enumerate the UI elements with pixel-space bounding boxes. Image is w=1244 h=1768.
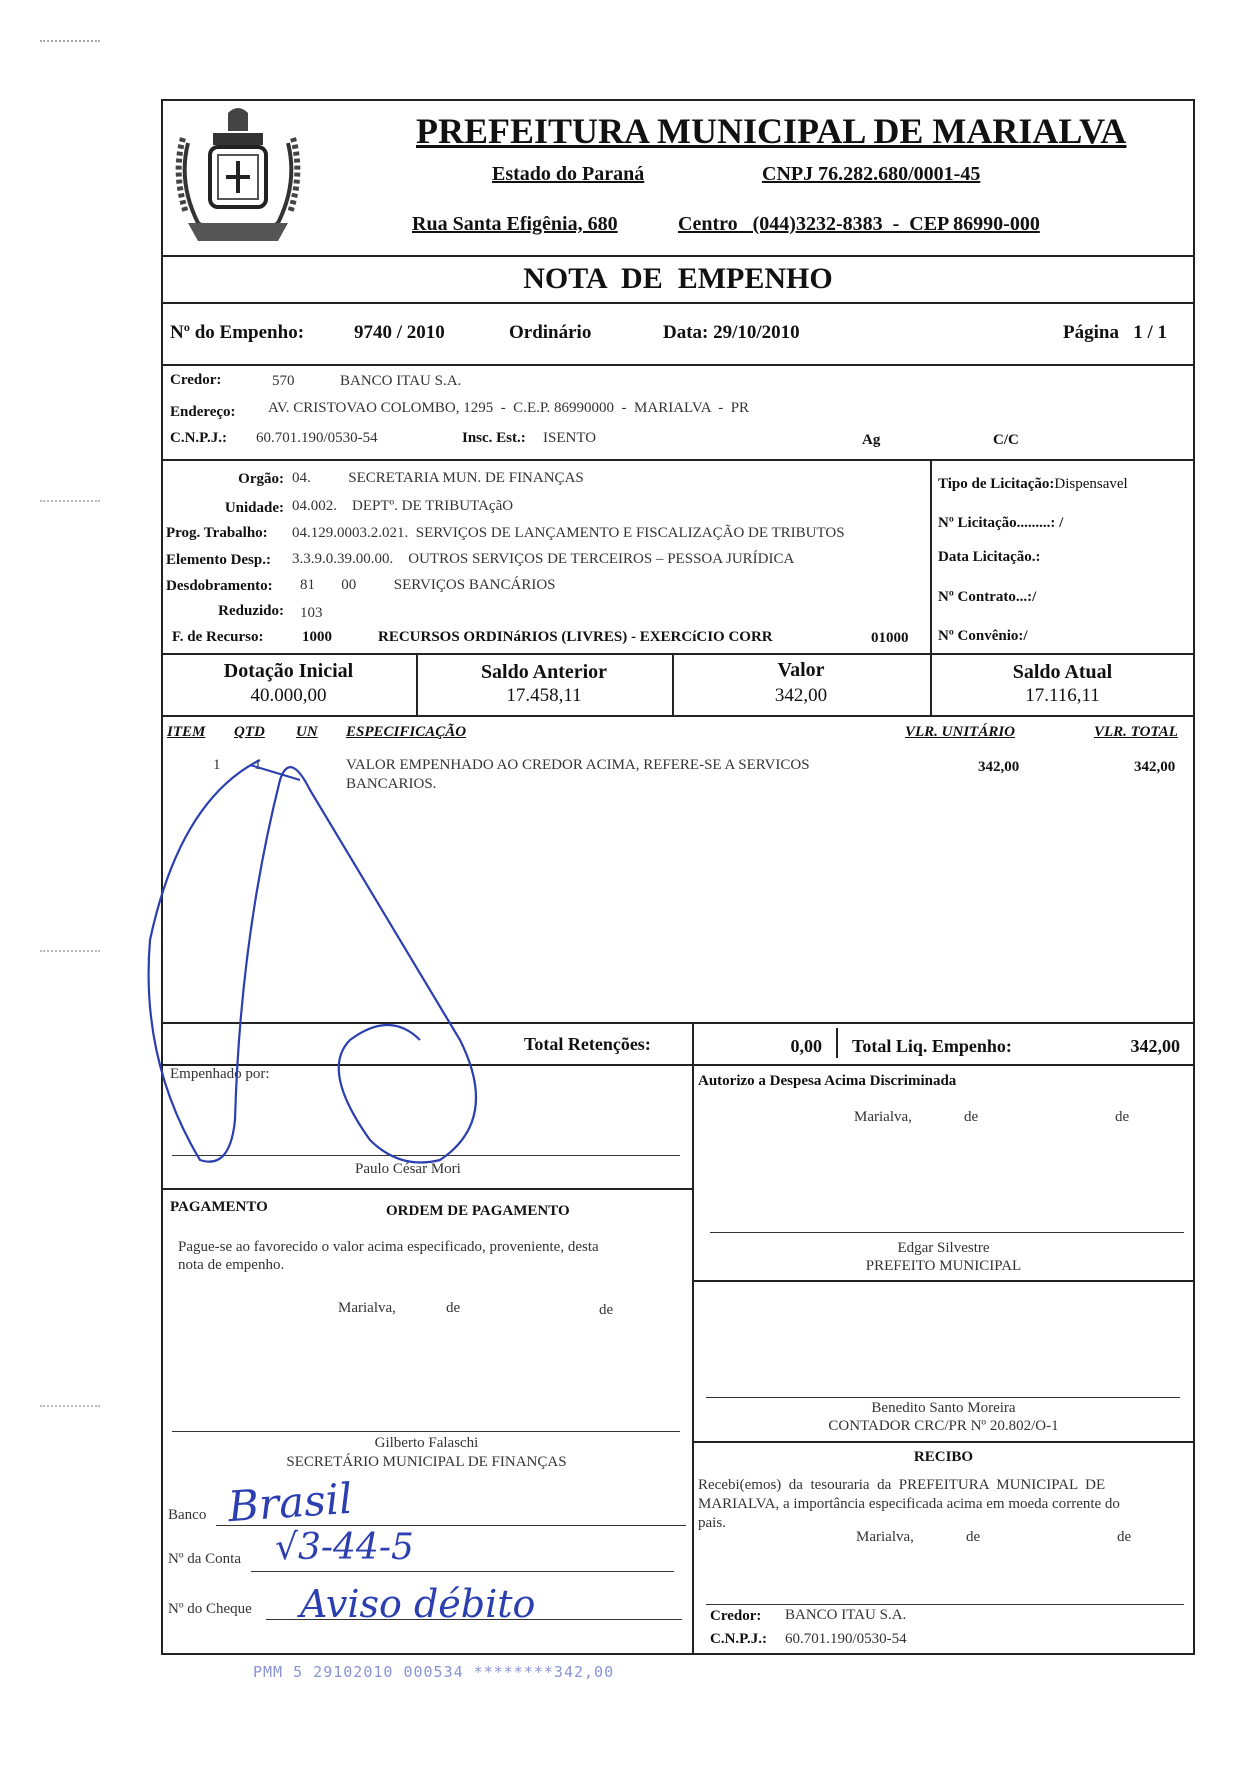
handwritten-cheque: Aviso débito (300, 1582, 536, 1626)
prefeito-name: Edgar Silvestre (897, 1240, 990, 1256)
ag-label: Ag (862, 432, 881, 448)
ordem-pagamento-label: ORDEM DE PAGAMENTO (386, 1203, 570, 1219)
empenhado-name: Paulo César Mori (355, 1161, 461, 1177)
scan-artifact (40, 950, 100, 958)
recurso-num: 01000 (871, 630, 909, 646)
col-qtd: QTD (234, 724, 265, 740)
address-rest: Centro (044)3232-8383 - CEP 86990-000 (678, 213, 1040, 235)
autorizo-city: Marialva, (854, 1109, 912, 1125)
credor-cnpj-label: C.N.P.J.: (170, 430, 227, 446)
pagamento-text-2: nota de empenho. (178, 1257, 285, 1273)
saldo-atual-value: 17.116,11 (1025, 685, 1100, 706)
saldo-atual-label: Saldo Atual (1012, 661, 1113, 683)
col-item: ITEM (167, 724, 206, 740)
doc-title: NOTA DE EMPENHO (523, 262, 833, 295)
recibo-credor: BANCO ITAU S.A. (785, 1607, 907, 1623)
recibo-de1: de (966, 1529, 981, 1545)
recibo-de2: de (1117, 1529, 1132, 1545)
scan-artifact (40, 500, 100, 508)
insc-label: Insc. Est.: (462, 430, 526, 446)
empenho-number-label: Nº do Empenho: (170, 322, 305, 343)
desdobramento-label: Desdobramento: (166, 578, 273, 594)
credor-code: 570 (272, 373, 295, 389)
prefeito-role: PREFEITO MUNICIPAL (865, 1258, 1022, 1274)
recibo-cnpj-label: C.N.P.J.: (710, 1631, 767, 1647)
reduzido-label: Reduzido: (218, 603, 284, 619)
recibo-cnpj: 60.701.190/0530-54 (785, 1631, 907, 1647)
prefeitura-title: PREFEITURA MUNICIPAL DE MARIALVA (416, 111, 1127, 151)
recibo-title: RECIBO (913, 1449, 974, 1465)
elemento-value: 3.3.9.0.39.00.00. OUTROS SERVIÇOS DE TERCEIROS – PESSOA JURÍDICA (292, 551, 795, 567)
valor-label: Valor (777, 659, 825, 681)
recurso-code: 1000 (302, 629, 332, 645)
bank-stamp: PMM 5 29102010 000534 ********342,00 (253, 1663, 615, 1681)
credor-name: BANCO ITAU S.A. (340, 373, 462, 389)
recibo-city: Marialva, (856, 1529, 914, 1545)
endereco-label: Endereço: (170, 404, 236, 420)
item-unit-value: 342,00 (978, 759, 1020, 775)
licitacao-data: Data Licitação.: (938, 549, 1041, 565)
liquido-label: Total Liq. Empenho: (852, 1036, 1012, 1056)
handwritten-banco: Brasil (226, 1473, 354, 1532)
contador-name: Benedito Santo Moreira (871, 1400, 1016, 1416)
pagamento-label: PAGAMENTO (170, 1199, 268, 1215)
liquido-value: 342,00 (1130, 1036, 1180, 1056)
col-vlr-total: VLR. TOTAL (1094, 724, 1178, 740)
desdobramento-value: 81 00 SERVIÇOS BANCÁRIOS (300, 577, 556, 593)
recibo-credor-label: Credor: (710, 1608, 762, 1624)
item-spec: VALOR EMPENHADO AO CREDOR ACIMA, REFERE-SE A SERVICOS (346, 757, 810, 773)
saldo-anterior-value: 17.458,11 (506, 685, 582, 706)
valor-value: 342,00 (774, 685, 828, 706)
convenio-numero: Nº Convênio:/ (938, 628, 1028, 644)
dotacao-inicial-value: 40.000,00 (250, 685, 327, 706)
state-name: Estado do Paraná (492, 163, 645, 185)
secretario-role: SECRETÁRIO MUNICIPAL DE FINANÇAS (286, 1454, 567, 1470)
conta-label: Nº da Conta (168, 1551, 241, 1567)
reduzido-value: 103 (300, 605, 323, 621)
orgao-label: Orgão: (238, 471, 284, 487)
item-number: 1 (213, 757, 221, 773)
secretario-name: Gilberto Falaschi (374, 1435, 479, 1451)
recibo-text-3: pais. (698, 1515, 726, 1531)
credor-cnpj: 60.701.190/0530-54 (256, 430, 378, 446)
col-especificacao: ESPECIFICAÇÃO (346, 724, 467, 740)
prog-value: 04.129.0003.2.021. SERVIÇOS DE LANÇAMENTO E FISCALIZAÇÃO DE TRIBUTOS (292, 525, 845, 541)
unidade-label: Unidade: (224, 500, 284, 516)
coat-of-arms-icon (168, 103, 308, 253)
col-vlr-unitario: VLR. UNITÁRIO (905, 724, 1016, 740)
unidade-value: 04.002. DEPTº. DE TRIBUTAçãO (292, 498, 514, 514)
saldo-anterior-label: Saldo Anterior (480, 661, 608, 683)
scan-artifact (40, 1405, 100, 1413)
autorizo-de2: de (1115, 1109, 1130, 1125)
empenho-number: 9740 / 2010 (354, 322, 445, 343)
scan-artifact (40, 40, 100, 48)
contador-role: CONTADOR CRC/PR Nº 20.802/O-1 (828, 1418, 1059, 1434)
item-spec-line2: BANCARIOS. (346, 776, 437, 792)
recurso-label: F. de Recurso: (172, 629, 264, 645)
licitacao-tipo-label: Tipo de Licitação:Dispensavel (938, 476, 1128, 492)
dotacao-inicial-label: Dotação Inicial (223, 660, 354, 682)
cheque-label: Nº do Cheque (168, 1601, 252, 1617)
recurso-desc: RECURSOS ORDINáRIOS (LIVRES) - EXERCíCIO CORR (378, 629, 773, 645)
prog-label: Prog. Trabalho: (166, 525, 268, 541)
credor-label: Credor: (170, 372, 222, 388)
col-un: UN (296, 724, 318, 740)
banco-label: Banco (168, 1507, 207, 1523)
empenho-type: Ordinário (509, 322, 592, 343)
empenhado-label: Empenhado por: (170, 1066, 270, 1082)
retencoes-value: 0,00 (790, 1036, 822, 1056)
prefeitura-cnpj: CNPJ 76.282.680/0001-45 (762, 163, 981, 185)
item-total-value: 342,00 (1134, 759, 1176, 775)
handwritten-conta: √3-44-5 (275, 1527, 414, 1568)
credor-address: AV. CRISTOVAO COLOMBO, 1295 - C.E.P. 86990000 - MARIALVA - PR (268, 400, 750, 416)
pagamento-de2: de (599, 1302, 614, 1318)
orgao-value: 04. SECRETARIA MUN. DE FINANÇAS (292, 470, 584, 486)
page-number: Página 1 / 1 (1063, 322, 1167, 343)
recibo-text-1: Recebi(emos) da tesouraria da PREFEITURA MUNICIPAL DE (698, 1477, 1106, 1493)
empenho-date: Data: 29/10/2010 (663, 322, 800, 343)
autorizo-label: Autorizo a Despesa Acima Discriminada (698, 1073, 957, 1089)
cc-label: C/C (993, 432, 1019, 448)
address-street: Rua Santa Efigênia, 680 (412, 213, 618, 235)
retencoes-label: Total Retenções: (524, 1034, 651, 1054)
pagamento-city: Marialva, (338, 1300, 396, 1316)
item-qtd: 1 (254, 757, 262, 773)
recibo-text-2: MARIALVA, a importância especificada acima em moeda corrente do (698, 1496, 1120, 1512)
licitacao-numero: Nº Licitação.........: / (938, 515, 1064, 531)
pagamento-text-1: Pague-se ao favorecido o valor acima especificado, proveniente, desta (178, 1239, 599, 1255)
contrato-numero: Nº Contrato...:/ (938, 589, 1037, 605)
pagamento-de1: de (446, 1300, 461, 1316)
autorizo-de1: de (964, 1109, 979, 1125)
insc-value: ISENTO (543, 430, 597, 446)
elemento-label: Elemento Desp.: (166, 552, 271, 568)
